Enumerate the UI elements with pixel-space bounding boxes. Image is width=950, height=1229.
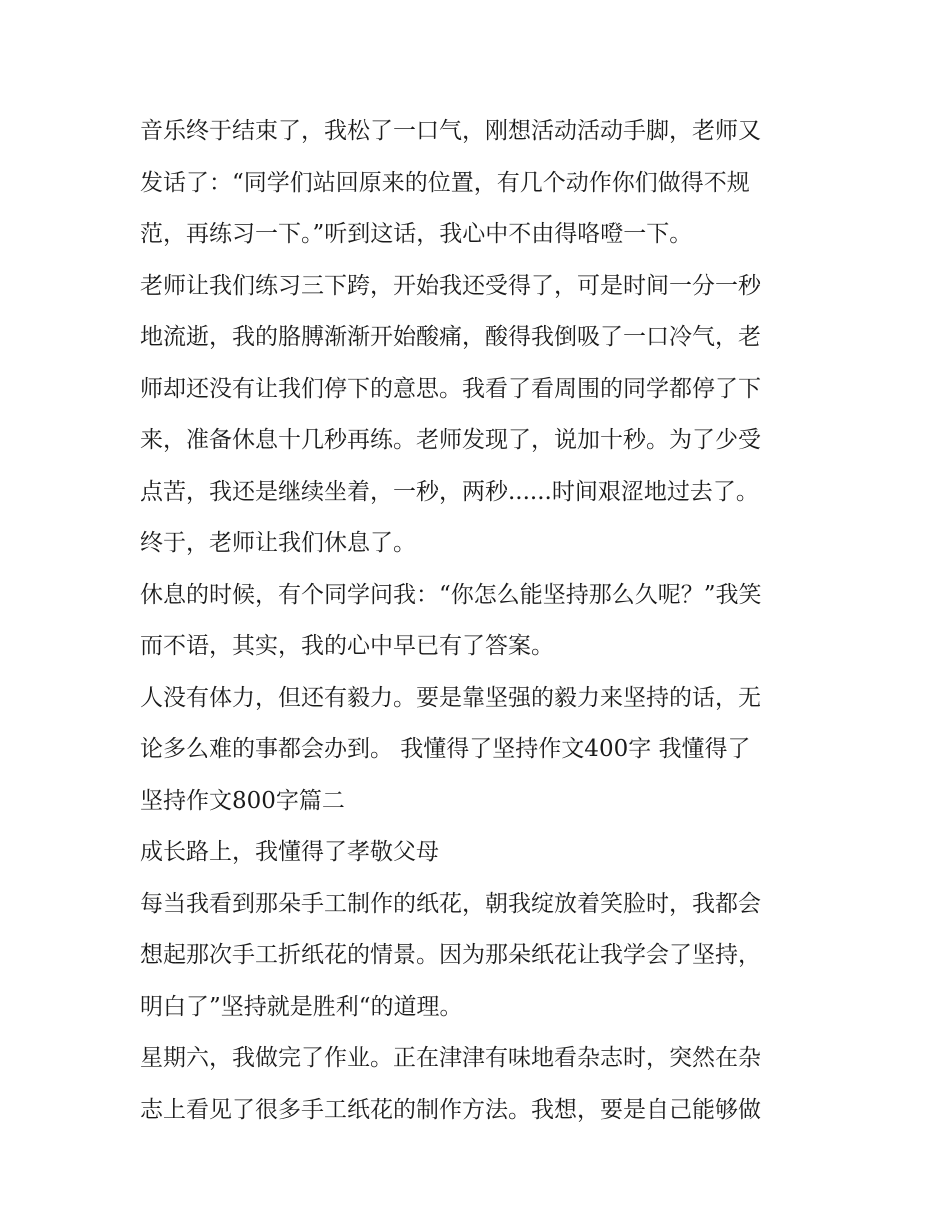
text-line: 师却还没有让我们停下的意思。我看了看周围的同学都停了下 [140,375,761,402]
paragraph-2 [140,261,820,570]
text-line: 地流逝，我的胳膊渐渐开始酸痛，酸得我倒吸了一口冷气，老 [140,324,761,350]
paragraph-6 [140,879,820,1034]
text-line: 点苦，我还是继续坐着，一秒，两秒......时间艰涩地过去了。 [140,478,759,505]
text-line: 明白了”坚持就是胜利“的道理。 [140,993,463,1020]
text-line: 成长路上，我懂得了孝敬父母 [140,839,439,865]
text-line: 而不语，其实，我的心中早已有了答案。 [140,633,554,659]
document-body [140,106,820,1136]
paragraph-4 [140,673,820,828]
text-line: 来，准备休息十几秒再练。老师发现了，说加十秒。为了少受 [140,427,761,453]
paragraph-7 [140,1033,820,1136]
text-line: 音乐终于结束了，我松了一口气，刚想活动活动手脚，老师又 [140,118,761,144]
section-heading [140,827,820,879]
text-line: 范，再练习一下。”听到这话，我心中不由得咯噔一下。 [140,221,693,247]
text-line: 志上看见了很多手工纸花的制作方法。我想，要是自己能够做 [140,1096,761,1123]
text-line: 星期六，我做完了作业。正在津津有味地看杂志时，突然在杂 [140,1045,761,1071]
text-line: 人没有体力，但还有毅力。要是靠坚强的毅力来坚持的话，无 [140,684,761,711]
text-line: 终于，老师让我们休息了。 [140,530,416,556]
text-line: 发话了：“同学们站回原来的位置，有几个动作你们做得不规 [140,169,750,196]
text-line: 论多么难的事都会办到。 我懂得了坚持作文400字 我懂得了 [140,736,751,762]
text-line: 坚持作文800字篇二 [140,787,345,814]
text-line: 休息的时候，有个同学问我：“你怎么能坚持那么久呢？”我笑 [140,581,762,608]
text-line: 每当我看到那朵手工制作的纸花，朝我绽放着笑脸时，我都会 [140,890,761,917]
paragraph-1 [140,106,820,261]
text-line: 老师让我们练习三下跨，开始我还受得了，可是时间一分一秒 [140,272,761,299]
paragraph-3 [140,570,820,673]
text-line: 想起那次手工折纸花的情景。因为那朵纸花让我学会了坚持， [140,942,761,968]
